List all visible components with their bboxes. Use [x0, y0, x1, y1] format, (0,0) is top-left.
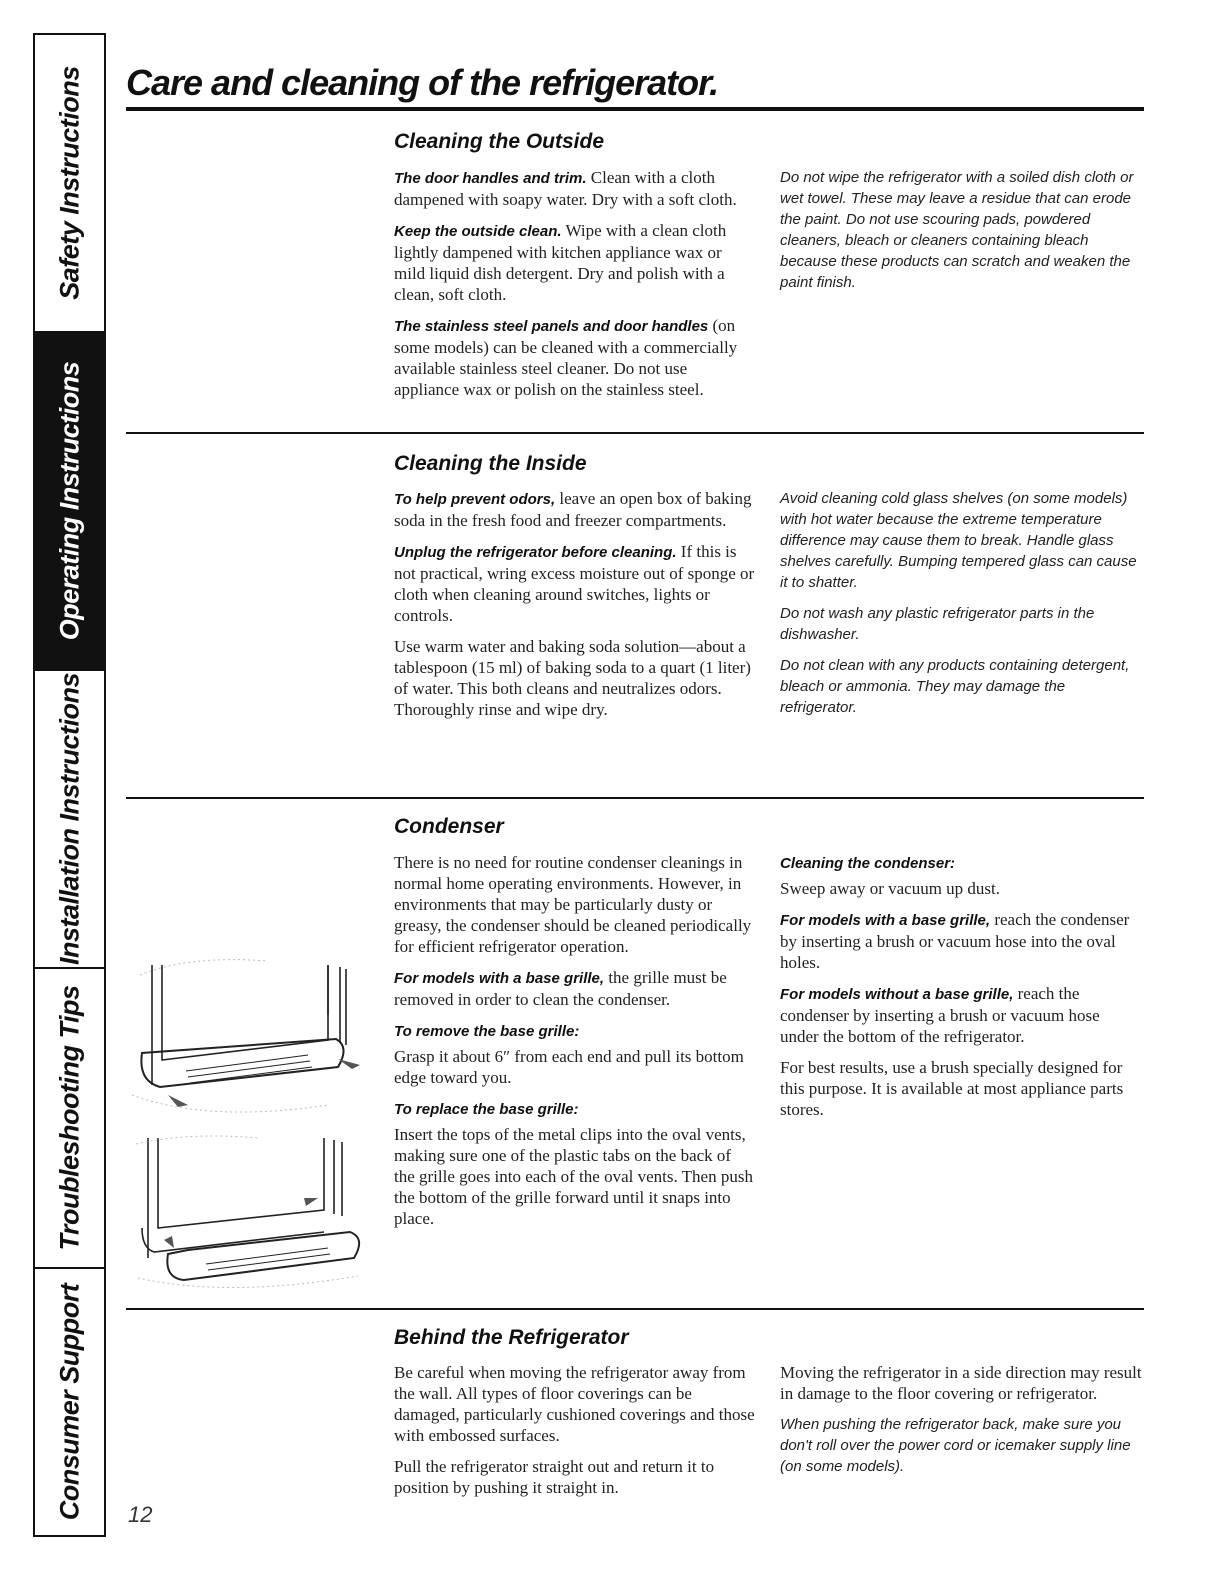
lead-text: The stainless steel panels and door handles: [394, 318, 709, 335]
sidebar-nav: [33, 33, 106, 1537]
behind-left-column: [394, 1362, 756, 1508]
paragraph: Sweep away or vacuum up dust.: [780, 879, 1001, 898]
condenser-right-column: [780, 852, 1142, 1130]
note: Avoid cleaning cold glass shelves (on some models) with hot water because the extreme temperature difference may cause them to break. Handle glass shelves carefully. Bumping tempered glass can cause it to shatter.: [780, 490, 1137, 591]
lead-text: For models without a base grille,: [780, 986, 1014, 1003]
tab-consumer-support[interactable]: [35, 1269, 104, 1535]
note: Do not wash any plastic refrigerator parts in the dishwasher.: [780, 605, 1095, 643]
note: When pushing the refrigerator back, make sure you don't roll over the power cord or icemaker supply line (on some models).: [780, 1416, 1131, 1475]
lead-text: To help prevent odors,: [394, 491, 556, 508]
paragraph: [394, 167, 754, 210]
paragraph: Pull the refrigerator straight out and return it to position by pushing it straight in.: [394, 1457, 715, 1497]
body-text: If this is not practical, wring excess moisture out of sponge or cloth when cleaning around switches, lights or controls.: [394, 542, 755, 625]
paragraph: [780, 852, 1142, 874]
lead-text: Keep the outside clean.: [394, 223, 562, 240]
lead-text: Cleaning the condenser:: [780, 855, 956, 872]
heading-behind-refrigerator: Behind the Refrigerator: [394, 1326, 629, 1349]
tab-label: Safety Instructions: [54, 66, 84, 300]
tab-label: Installation Instructions: [54, 672, 84, 966]
tab-operating-instructions[interactable]: [35, 333, 104, 671]
grille-vents: [206, 1248, 330, 1270]
tab-label: Operating Instructions: [54, 361, 84, 641]
body-text: reach the condenser by inserting a brush or vacuum hose into the oval holes.: [780, 910, 1130, 972]
grille-vents: [186, 1055, 312, 1083]
page-title: Care and cleaning of the refrigerator.: [126, 62, 719, 103]
warning-note: Do not wipe the refrigerator with a soiled dish cloth or wet towel. These may leave a residue that can erode the paint. Do not use scouring pads, powdered cleaners, bleach or cleaners containing bleach because these products can scratch and weaken the paint finish.: [780, 169, 1134, 291]
tab-label: Troubleshooting Tips: [54, 985, 84, 1251]
lead-text: Unplug the refrigerator before cleaning.: [394, 544, 677, 561]
page-number: 12: [128, 1502, 153, 1527]
condenser-left-column: [394, 852, 756, 1239]
body-text: (on some models) can be cleaned with a commercially available stainless steel cleaner. Do not use appliance wax or polish on the stainless steel.: [394, 316, 738, 399]
tab-label: Consumer Support: [54, 1283, 84, 1521]
replace-grille-illustration: [128, 1128, 368, 1293]
lead-text: For models with a base grille,: [780, 912, 991, 929]
paragraph: Insert the tops of the metal clips into the oval vents, making sure one of the plastic tabs on the back of the grille goes into each of the oval vents. Then push the bottom of the grille forward until it snaps into place.: [394, 1125, 753, 1228]
lead-text: To replace the base grille:: [394, 1101, 579, 1118]
remove-grille-illustration: [128, 955, 368, 1125]
paragraph: [780, 909, 1142, 973]
paragraph: There is no need for routine condenser cleanings in normal home operating environments. However, in environments that may be particularly dusty or greasy, the condenser should be cleaned periodically for efficient refrigerator operation.: [394, 853, 752, 956]
body-text: Wipe with a clean cloth lightly dampened with kitchen appliance wax or mild liquid dish detergent. Dry and polish with a clean, soft cloth.: [394, 221, 727, 304]
paragraph: Moving the refrigerator in a side direction may result in damage to the floor covering or refrigerator.: [780, 1363, 1142, 1403]
paragraph: Grasp it about 6″ from each end and pull its bottom edge toward you.: [394, 1047, 744, 1087]
paragraph: [394, 488, 756, 531]
body-text: leave an open box of baking soda in the fresh food and freezer compartments.: [394, 489, 752, 530]
paragraph: [394, 541, 756, 626]
section-divider: [126, 1308, 1144, 1310]
paragraph: [394, 220, 754, 305]
paragraph: For best results, use a brush specially designed for this purpose. It is available at most appliance parts stores.: [780, 1058, 1124, 1119]
heading-condenser: Condenser: [394, 815, 504, 838]
lead-text: For models with a base grille,: [394, 970, 605, 987]
paragraph: [394, 315, 754, 400]
body-text: Clean with a cloth dampened with soapy water. Dry with a soft cloth.: [394, 168, 737, 209]
paragraph: [394, 1020, 756, 1042]
section-divider: [126, 797, 1144, 799]
behind-right-column: [780, 1362, 1142, 1487]
push-arrows: [164, 1198, 318, 1248]
paragraph: [394, 1098, 756, 1120]
paragraph: [780, 983, 1142, 1047]
paragraph: Be careful when moving the refrigerator away from the wall. All types of floor coverings can be damaged, particularly cushioned coverings and those with embossed surfaces.: [394, 1363, 755, 1445]
heading-cleaning-inside: Cleaning the Inside: [394, 452, 587, 475]
inside-left-column: [394, 488, 756, 730]
title-rule: [126, 107, 1144, 111]
base-grille: [141, 1039, 343, 1087]
outside-right-column: [780, 167, 1142, 303]
lead-text: To remove the base grille:: [394, 1023, 580, 1040]
tab-troubleshooting-tips[interactable]: [35, 969, 104, 1269]
paragraph: Use warm water and baking soda solution—about a tablespoon (15 ml) of baking soda to a quart (1 liter) of water. This both cleans and neutralizes odors. Thoroughly rinse and wipe dry.: [394, 637, 751, 719]
body-text: the grille must be removed in order to clean the condenser.: [394, 968, 727, 1009]
lead-text: The door handles and trim.: [394, 170, 587, 187]
tab-installation-instructions[interactable]: [35, 671, 104, 969]
tab-safety-instructions[interactable]: [35, 35, 104, 333]
body-text: reach the condenser by inserting a brush or vacuum hose under the bottom of the refrigerator.: [780, 984, 1100, 1046]
outside-left-column: [394, 167, 754, 410]
note: Do not clean with any products containing detergent, bleach or ammonia. They may damage the refrigerator.: [780, 657, 1130, 716]
paragraph: [394, 967, 756, 1010]
heading-cleaning-outside: Cleaning the Outside: [394, 130, 605, 153]
section-divider: [126, 432, 1144, 434]
inside-right-column: [780, 488, 1142, 728]
